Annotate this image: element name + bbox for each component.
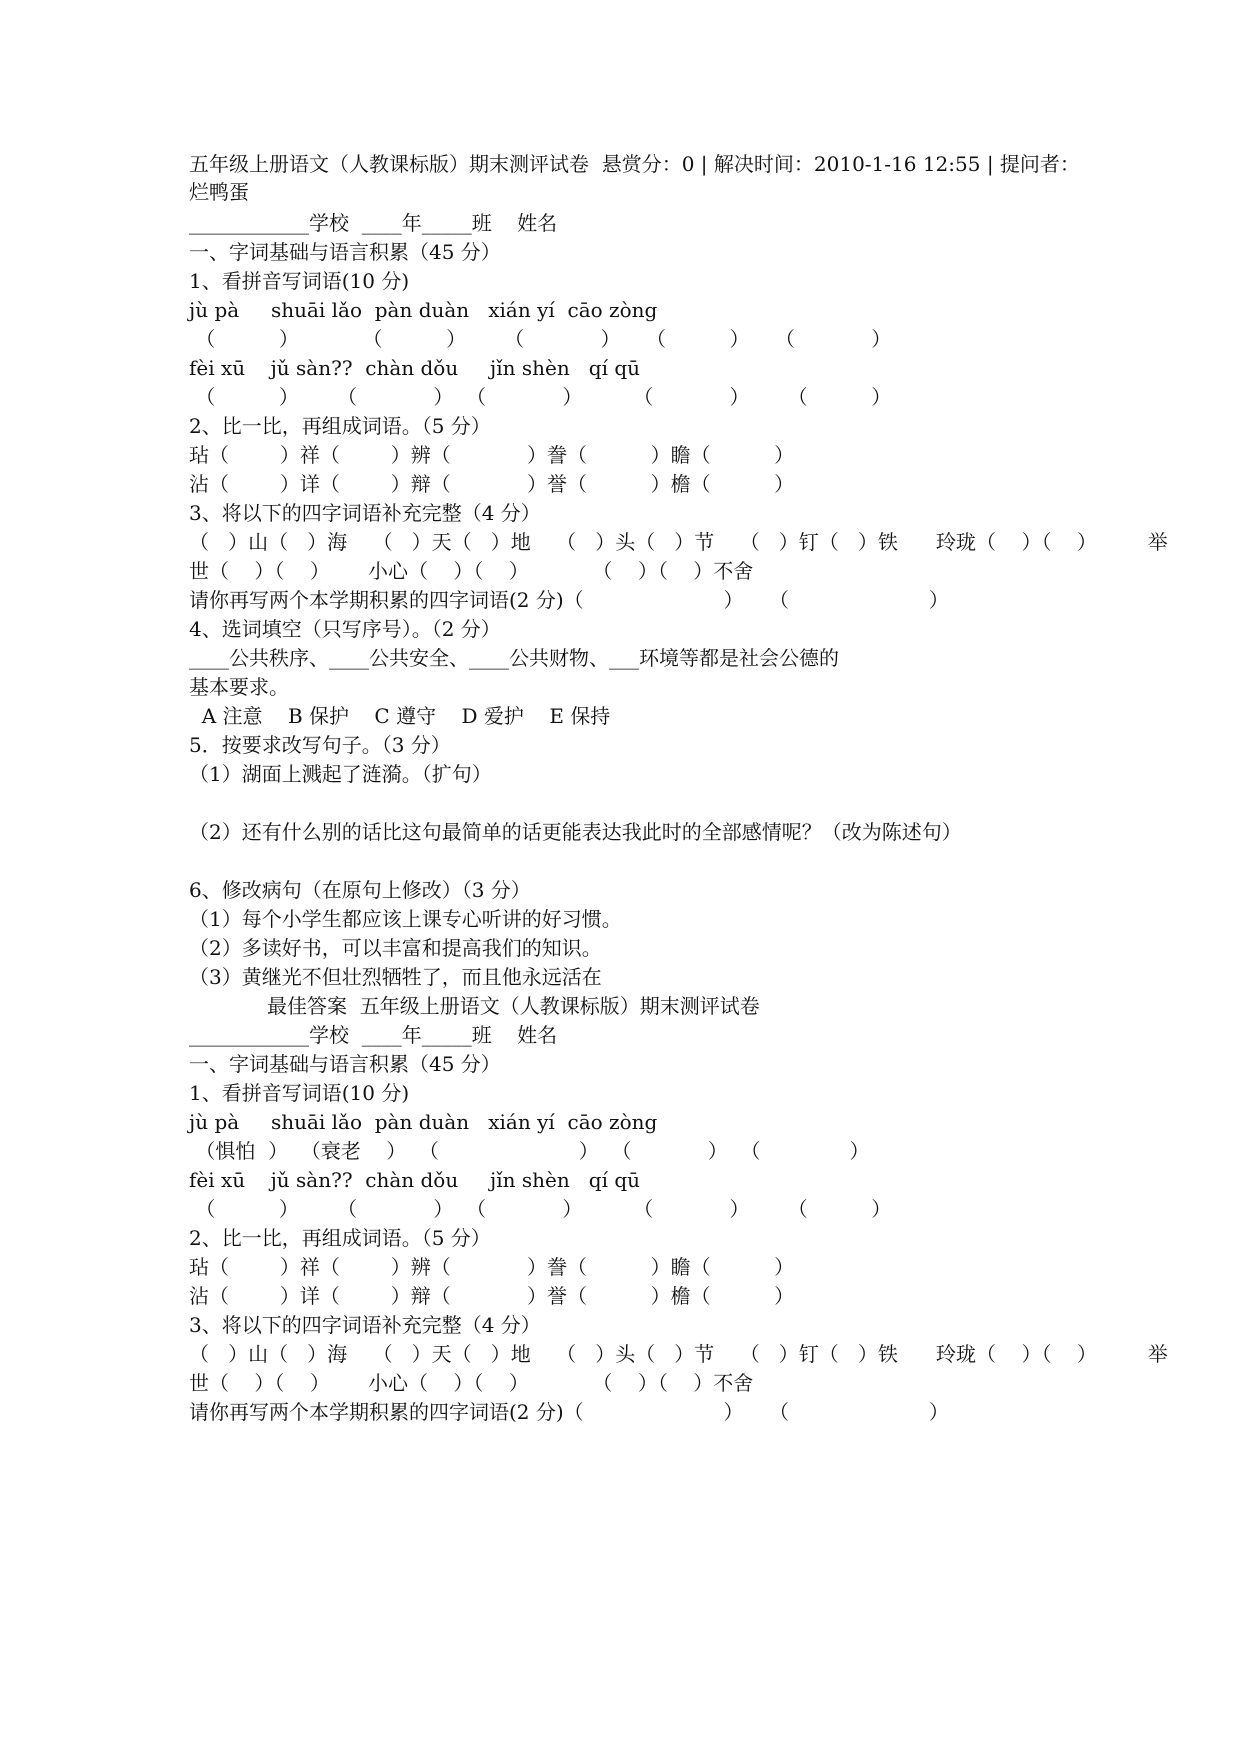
question-item: （1）湖面上溅起了涟漪。（扩句） — [189, 762, 492, 786]
question-title: 1、看拼音写词语(10 分) — [189, 269, 410, 293]
question-title: 1、看拼音写词语(10 分) — [189, 1081, 410, 1105]
idiom-row: 世（ ）（ ） 小心（ ）（ ） （ ）（ ）不舍 — [189, 559, 754, 583]
question-title: 2、比一比，再组成词语。（5 分） — [189, 1226, 491, 1250]
question-title: 3、将以下的四字词语补充完整（4 分） — [189, 501, 541, 525]
idiom-row: （ ）山（ ）海 （ ）天（ ）地 （ ）头（ ）节 （ ）钉（ ）铁 玲珑（ ）（ ） 举 — [189, 1342, 1168, 1366]
answer-blanks-row: （惧怕 ） （衰老 ） （ ） （ ） （ ） — [189, 1139, 870, 1163]
question-title: 5．按要求改写句子。（3 分） — [189, 733, 451, 757]
school-class-name-line: ____________学校 ____年_____班 姓名 — [189, 1023, 558, 1047]
header-line-asker: 烂鸭蛋 — [189, 180, 249, 204]
question-title: 3、将以下的四字词语补充完整（4 分） — [189, 1313, 541, 1337]
best-answer-title: 最佳答案 五年级上册语文（人教课标版）期末测评试卷 — [267, 994, 760, 1018]
question-title: 4、选词填空（只写序号）。（2 分） — [189, 617, 501, 641]
options-row: A 注意 B 保护 C 遵守 D 爱护 E 保持 — [189, 704, 611, 728]
idiom-extra-row: 请你再写两个本学期积累的四字词语(2 分)（ ） （ ） — [189, 588, 949, 612]
question-item: （2）还有什么别的话比这句最简单的话更能表达我此时的全部感情呢？（改为陈述句） — [189, 820, 962, 844]
idiom-row: 世（ ）（ ） 小心（ ）（ ） （ ）（ ）不舍 — [189, 1371, 754, 1395]
compare-row: 玷（ ）祥（ ）辨（ ）誊（ ）瞻（ ） — [189, 443, 795, 467]
pinyin-row: jù pà shuāi lǎo pàn duàn xián yí cāo zòng — [189, 1110, 658, 1134]
question-item: （3）黄继光不但壮烈牺牲了，而且他永远活在 — [189, 965, 602, 989]
section-title: 一、字词基础与语言积累（45 分） — [189, 240, 501, 264]
fill-text: 基本要求。 — [189, 675, 289, 699]
pinyin-row: fèi xū jǔ sàn?? chàn dǒu jǐn shèn qí qū — [189, 1168, 641, 1192]
school-class-name-line: ____________学校 ____年_____班 姓名 — [189, 211, 558, 235]
question-item: （2）多读好书，可以丰富和提高我们的知识。 — [189, 936, 602, 960]
idiom-extra-row: 请你再写两个本学期积累的四字词语(2 分)（ ） （ ） — [189, 1400, 949, 1424]
pinyin-row: jù pà shuāi lǎo pàn duàn xián yí cāo zòng — [189, 298, 658, 322]
fill-text: ____公共秩序、____公共安全、____公共财物、___环境等都是社会公德的 — [189, 646, 839, 670]
compare-row: 沾（ ）详（ ）辩（ ）誉（ ）檐（ ） — [189, 472, 795, 496]
answer-blanks-row: （ ） （ ） （ ） （ ） （ ） — [189, 327, 892, 351]
header-line: 五年级上册语文（人教课标版）期末测评试卷 悬赏分：0 | 解决时间：2010-1-16 12:55 | 提问者： — [189, 152, 1080, 176]
idiom-row: （ ）山（ ）海 （ ）天（ ）地 （ ）头（ ）节 （ ）钉（ ）铁 玲珑（ ）（ ） 举 — [189, 530, 1168, 554]
question-item: （1）每个小学生都应该上课专心听讲的好习惯。 — [189, 907, 622, 931]
question-title: 6、修改病句（在原句上修改）（3 分） — [189, 878, 531, 902]
compare-row: 沾（ ）详（ ）辩（ ）誉（ ）檐（ ） — [189, 1284, 795, 1308]
answer-blanks-row: （ ） （ ） （ ） （ ） （ ） — [189, 385, 892, 409]
pinyin-row: fèi xū jǔ sàn?? chàn dǒu jǐn shèn qí qū — [189, 356, 641, 380]
section-title: 一、字词基础与语言积累（45 分） — [189, 1052, 501, 1076]
answer-blanks-row: （ ） （ ） （ ） （ ） （ ） — [189, 1197, 892, 1221]
question-title: 2、比一比，再组成词语。（5 分） — [189, 414, 491, 438]
compare-row: 玷（ ）祥（ ）辨（ ）誊（ ）瞻（ ） — [189, 1255, 795, 1279]
